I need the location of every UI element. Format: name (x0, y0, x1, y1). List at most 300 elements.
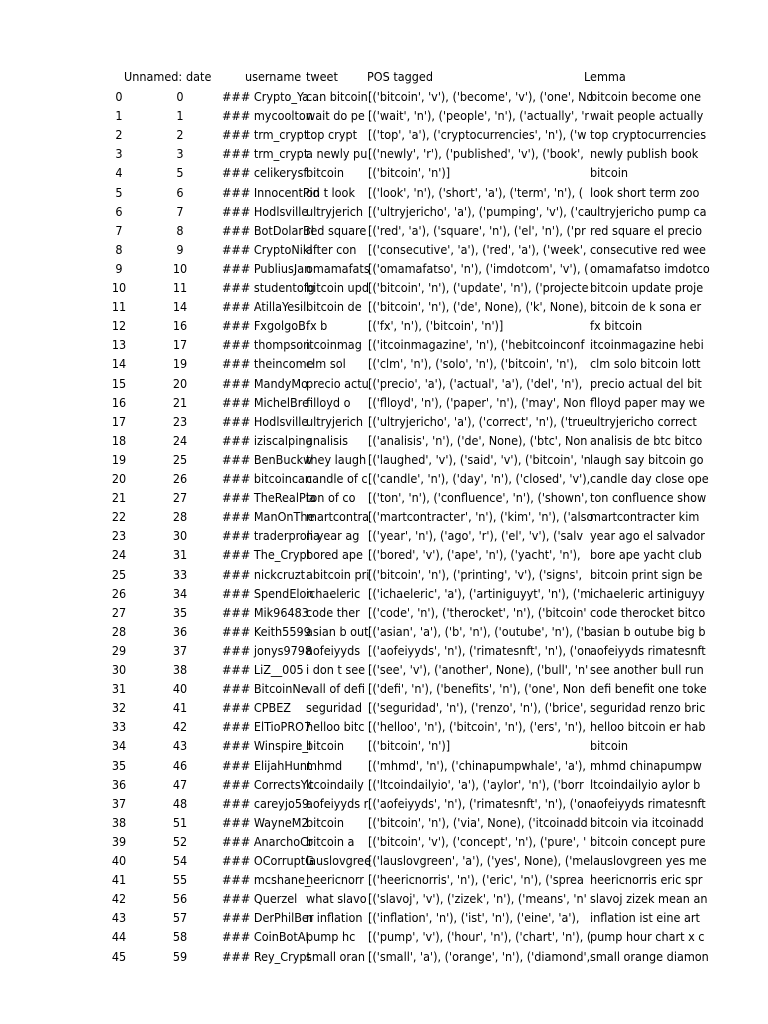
pos-tagged-cell: [('bitcoin', 'n')] (368, 165, 451, 181)
unnamed-cell: 6 (176, 184, 184, 200)
pos-tagged-cell: [('omamafatso', 'n'), ('imdotcom', 'v'), ( (368, 260, 589, 276)
row-index: 36 (111, 776, 127, 792)
unnamed-cell: 47 (172, 776, 188, 792)
tweet-cell: analisis (306, 432, 349, 448)
row-index: 25 (111, 566, 127, 582)
username-cell: ### ElijahHunt (222, 757, 312, 773)
tweet-cell: bitcoin de (306, 299, 362, 315)
username-cell: ### AtillaYesil (222, 299, 307, 315)
unnamed-cell: 46 (172, 757, 188, 773)
unnamed-cell: 35 (172, 604, 188, 620)
table-row (0, 393, 768, 412)
table-row (0, 431, 768, 450)
tweet-cell: ichaeleric (306, 585, 361, 601)
tweet-cell: after con (306, 241, 357, 257)
row-index: 7 (115, 222, 123, 238)
username-cell: ### PubliusJan (222, 260, 312, 276)
lemma-cell: bitcoin via itcoinadd (590, 814, 704, 830)
table-row (0, 316, 768, 335)
pos-tagged-cell: [('analisis', 'n'), ('de', None), ('btc', Non (368, 432, 588, 448)
tweet-cell: what slavo (306, 891, 367, 907)
table-row (0, 908, 768, 927)
table-row (0, 87, 768, 106)
pos-tagged-cell: [('top', 'a'), ('cryptocurrencies', 'n'), ('w (368, 127, 587, 143)
username-cell: ### celikerysf (222, 165, 308, 181)
unnamed-cell: 34 (172, 585, 188, 601)
pos-tagged-cell: [('look', 'n'), ('short', 'a'), ('term', 'n'), ( (368, 184, 584, 200)
lemma-cell: laugh say bitcoin go (590, 451, 704, 467)
table-row (0, 106, 768, 125)
unnamed-cell: 56 (172, 891, 188, 907)
unnamed-cell: 58 (172, 929, 188, 945)
header-lemma: Lemma (584, 69, 626, 84)
lemma-cell: bitcoin update proje (590, 280, 704, 295)
table-row (0, 202, 768, 221)
table-row (0, 335, 768, 354)
username-cell: ### Querzel (222, 891, 298, 907)
pos-tagged-cell: [('seguridad', 'n'), ('renzo', 'n'), ('brice', (368, 700, 587, 716)
username-cell: ### CPBEZ (222, 700, 292, 716)
table-row (0, 870, 768, 889)
tweet-cell: on t look (306, 184, 355, 200)
pos-tagged-cell: [('year', 'n'), ('ago', 'r'), ('el', 'v'), ('salv (368, 528, 584, 544)
tweet-cell: aofeiyyds r (306, 795, 369, 811)
username-cell: ### CryptoNikl (222, 241, 313, 257)
tweet-cell: heericnorr (306, 872, 364, 888)
username-cell: ### jonys9798 (222, 642, 313, 658)
lemma-cell: bitcoin (590, 738, 628, 754)
pos-tagged-cell: [('ultryjericho', 'a'), ('correct', 'n'), ('true (368, 413, 592, 429)
lemma-cell: red square el precio (590, 222, 703, 238)
unnamed-cell: 33 (172, 566, 188, 582)
lemma-cell: aofeiyyds rimatesnft (590, 795, 706, 811)
username-cell: ### MichelBre (222, 394, 310, 410)
unnamed-cell: 52 (172, 833, 188, 849)
unnamed-cell: 11 (172, 280, 188, 295)
username-cell: ### Keith5599 (222, 623, 311, 639)
tweet-cell: n year ag (306, 528, 360, 544)
unnamed-cell: 2 (176, 127, 184, 143)
row-index: 30 (111, 662, 127, 677)
table-row (0, 278, 768, 297)
row-index: 35 (111, 757, 127, 773)
username-cell: ### Mik96483 (222, 604, 309, 620)
username-cell: ### WayneM2 (222, 814, 309, 830)
lemma-cell: martcontracter kim (590, 509, 700, 525)
table-row (0, 163, 768, 182)
unnamed-cell: 48 (172, 795, 188, 811)
tweet-cell: omamafats (306, 260, 370, 276)
lemma-cell: ltcoindailyio aylor b (590, 776, 701, 792)
username-cell: ### mcshane_ (222, 872, 311, 888)
lemma-cell: aofeiyyds rimatesnft (590, 642, 706, 658)
tweet-cell: i don t see (306, 662, 366, 677)
tweet-cell: martcontra (306, 509, 369, 525)
row-index: 26 (111, 585, 127, 601)
lemma-cell: mhmd chinapumpw (590, 757, 702, 773)
table-row (0, 565, 768, 584)
username-cell: ### careyjo59 (222, 795, 310, 811)
row-index: 43 (111, 910, 127, 926)
pos-tagged-cell: [('itcoinmagazine', 'n'), ('hebitcoinconf (368, 337, 585, 353)
row-index: 39 (111, 833, 127, 849)
pos-tagged-cell: [('ultryjericho', 'a'), ('pumping', 'v'), ('ca (368, 203, 591, 219)
unnamed-cell: 7 (176, 203, 184, 219)
row-index: 0 (115, 89, 123, 104)
pos-tagged-cell: [('precio', 'a'), ('actual', 'a'), ('del', 'n'), (368, 375, 583, 391)
tweet-cell: seguridad (306, 700, 362, 716)
table-row (0, 832, 768, 851)
unnamed-cell: 26 (172, 471, 188, 486)
row-index: 11 (111, 299, 127, 315)
lemma-cell: wait people actually (590, 108, 704, 124)
row-index: 9 (115, 260, 123, 276)
table-row (0, 679, 768, 698)
username-cell: ### trm_crypt (222, 127, 309, 143)
unnamed-cell: 37 (172, 642, 188, 658)
row-index: 32 (111, 700, 127, 716)
table-row (0, 545, 768, 564)
username-cell: ### OCorruptG (222, 853, 314, 868)
username-cell: ### BenBuckw (222, 451, 313, 467)
row-index: 23 (111, 528, 127, 544)
username-cell: ### BotDolarBl (222, 222, 314, 238)
lemma-cell: lauslovgreen yes me (590, 853, 707, 868)
row-index: 21 (111, 490, 127, 506)
pos-tagged-cell: [('inflation', 'n'), ('ist', 'n'), ('eine', 'a'), (368, 910, 580, 926)
table-row (0, 641, 768, 660)
username-cell: ### bitcoincan (222, 471, 313, 486)
lemma-cell: consecutive red wee (590, 241, 706, 257)
unnamed-cell: 42 (172, 719, 188, 735)
tweet-cell: vall of defi (306, 681, 365, 697)
pos-tagged-cell: [('red', 'a'), ('square', 'n'), ('el', 'n'), ('pr (368, 222, 586, 238)
tweet-cell: bored ape (306, 547, 363, 563)
tweet-cell: lauslovgree (306, 853, 371, 868)
pos-tagged-cell: [('candle', 'n'), ('day', 'n'), ('closed', 'v'), (368, 471, 591, 486)
lemma-cell: ultryjericho correct (590, 413, 697, 429)
pos-tagged-cell: [('consecutive', 'a'), ('red', 'a'), ('week', (368, 241, 587, 257)
tweet-cell: wait do pe (306, 108, 365, 124)
unnamed-cell: 1 (176, 108, 184, 124)
username-cell: ### Rey_Crypt (222, 948, 311, 964)
unnamed-cell: 10 (172, 260, 188, 276)
tweet-cell: they laugh (306, 451, 367, 467)
unnamed-cell: 21 (172, 394, 188, 410)
row-index: 38 (111, 814, 127, 830)
row-index: 17 (111, 413, 127, 429)
header-username: username (245, 69, 302, 84)
username-cell: ### Crypto_Ya (222, 89, 310, 104)
table-row (0, 756, 768, 775)
table-row (0, 183, 768, 202)
tweet-cell: filloyd o (306, 394, 351, 410)
pos-tagged-cell: [('slavoj', 'v'), ('zizek', 'n'), ('means', 'n' (368, 891, 587, 907)
unnamed-cell: 17 (172, 337, 188, 353)
row-index: 2 (115, 127, 123, 143)
row-index: 27 (111, 604, 127, 620)
unnamed-cell: 36 (172, 623, 188, 639)
unnamed-cell: 8 (176, 222, 184, 238)
pos-tagged-cell: [('laughed', 'v'), ('said', 'v'), ('bitcoin', 'n (368, 451, 591, 467)
table-row (0, 851, 768, 870)
lemma-cell: clm solo bitcoin lott (590, 356, 701, 372)
username-cell: ### Hodlsville (222, 203, 309, 219)
lemma-cell: pump hour chart x c (590, 929, 705, 945)
tweet-cell: pump hc (306, 929, 356, 945)
username-cell: ### ElTioPRO7 (222, 719, 312, 735)
tweet-cell: itcoinmag (306, 337, 362, 353)
username-cell: ### CorrectsYc (222, 776, 314, 792)
tweet-cell: mhmd (306, 757, 343, 773)
unnamed-cell: 28 (172, 509, 188, 525)
row-index: 22 (111, 509, 127, 525)
table-row (0, 526, 768, 545)
lemma-cell: slavoj zizek mean an (590, 891, 708, 907)
table-row (0, 603, 768, 622)
table-row (0, 889, 768, 908)
pos-tagged-cell: [('helloo', 'n'), ('bitcoin', 'n'), ('ers', 'n'), (368, 719, 586, 735)
pos-tagged-cell: [('aofeiyyds', 'n'), ('rimatesnft', 'n'), ('on (368, 642, 592, 658)
row-index: 6 (115, 203, 123, 219)
username-cell: ### trm_crypt (222, 146, 309, 162)
tweet-cell: can bitcoin (306, 89, 368, 104)
username-cell: ### ManOnThe (222, 509, 315, 525)
pos-tagged-cell: [('asian', 'a'), ('b', 'n'), ('outube', 'n'), ('b (368, 623, 592, 639)
unnamed-cell: 55 (172, 872, 188, 888)
pos-tagged-cell: [('bitcoin', 'n'), ('via', None), ('itcoinadd (368, 814, 588, 830)
pos-tagged-cell: [('bitcoin', 'v'), ('concept', 'n'), ('pure', ' (368, 833, 587, 849)
pos-tagged-cell: [('newly', 'r'), ('published', 'v'), ('book', (368, 146, 584, 162)
lemma-cell: ultryjericho pump ca (590, 203, 707, 219)
header-tweet: tweet (306, 69, 338, 84)
pos-tagged-cell: [('clm', 'n'), ('solo', 'n'), ('bitcoin', 'n'), (368, 356, 578, 372)
table-row (0, 794, 768, 813)
row-index: 15 (111, 375, 127, 391)
tweet-cell: precio actu (306, 375, 369, 391)
table-row (0, 736, 768, 755)
unnamed-cell: 16 (172, 318, 188, 334)
tweet-cell: fx b (306, 318, 328, 334)
tweet-cell: ltcoindaily (306, 776, 364, 792)
tweet-cell: ultryjerich (306, 413, 364, 429)
lemma-cell: asian b outube big b (590, 623, 706, 639)
lemma-cell: flloyd paper may we (590, 394, 705, 410)
lemma-cell: look short term zoo (590, 184, 700, 200)
username-cell: ### nickcruzt (222, 566, 306, 582)
row-index: 10 (111, 280, 127, 295)
unnamed-cell: 41 (172, 700, 188, 716)
unnamed-cell: 20 (172, 375, 188, 391)
username-cell: ### CoinBotAI (222, 929, 309, 945)
pos-tagged-cell: [('pump', 'v'), ('hour', 'n'), ('chart', 'n'), ( (368, 929, 592, 945)
username-cell: ### Winspire_I (222, 738, 312, 754)
unnamed-cell: 54 (172, 853, 188, 868)
row-index: 19 (111, 451, 127, 467)
unnamed-cell: 24 (172, 432, 188, 448)
row-index: 3 (115, 146, 123, 162)
username-cell: ### BitcoinNe (222, 681, 308, 697)
table-row (0, 450, 768, 469)
username-cell: ### traderprolia (222, 528, 320, 544)
row-index: 12 (111, 318, 127, 334)
row-index: 31 (111, 681, 127, 697)
table-row (0, 240, 768, 259)
username-cell: ### thompson (222, 337, 311, 353)
row-index: 29 (111, 642, 127, 658)
unnamed-cell: 25 (172, 451, 188, 467)
table-row (0, 297, 768, 316)
unnamed-cell: 19 (172, 356, 188, 372)
row-index: 37 (111, 795, 127, 811)
tweet-cell: abitcoin pri (306, 566, 370, 582)
unnamed-cell: 59 (172, 948, 188, 964)
pos-tagged-cell: [('bored', 'v'), ('ape', 'n'), ('yacht', 'n'), (368, 547, 581, 563)
header-pos-tagged: POS tagged (367, 69, 433, 84)
unnamed-cell: 31 (172, 547, 188, 563)
lemma-cell: see another bull run (590, 662, 704, 677)
unnamed-cell: 0 (176, 89, 184, 104)
lemma-cell: ton confluence show (590, 490, 707, 506)
username-cell: ### TheRealPla (222, 490, 316, 506)
unnamed-cell: 3 (176, 146, 184, 162)
row-index: 5 (115, 184, 123, 200)
pos-tagged-cell: [('bitcoin', 'n')] (368, 738, 451, 754)
pos-tagged-cell: [('defi', 'n'), ('benefits', 'n'), ('one', Non (368, 681, 586, 697)
tweet-cell: bitcoin (306, 165, 344, 181)
pos-tagged-cell: [('lauslovgreen', 'a'), ('yes', None), ('me (368, 853, 591, 868)
unnamed-cell: 57 (172, 910, 188, 926)
pos-tagged-cell: [('wait', 'n'), ('people', 'n'), ('actually', 'r (368, 108, 590, 124)
table-row (0, 469, 768, 488)
pos-tagged-cell: [('aofeiyyds', 'n'), ('rimatesnft', 'n'), ('on (368, 795, 592, 811)
username-cell: ### mycoolton (222, 108, 313, 124)
unnamed-cell: 14 (172, 299, 188, 315)
tweet-cell: code ther (306, 604, 360, 620)
pos-tagged-cell: [('ltcoindailyio', 'a'), ('aylor', 'n'), ('borr (368, 776, 584, 792)
table-row (0, 374, 768, 393)
pos-tagged-cell: [('see', 'v'), ('another', None), ('bull', 'n' (368, 662, 589, 677)
row-index: 24 (111, 547, 127, 563)
username-cell: ### FxgolgoB (222, 318, 306, 334)
lemma-cell: helloo bitcoin er hab (590, 719, 706, 735)
table-row (0, 412, 768, 431)
pos-tagged-cell: [('bitcoin', 'v'), ('become', 'v'), ('one', No (368, 89, 594, 104)
row-index: 1 (115, 108, 123, 124)
unnamed-cell: 23 (172, 413, 188, 429)
table-row (0, 259, 768, 278)
lemma-cell: bitcoin become one (590, 89, 702, 104)
lemma-cell: seguridad renzo bric (590, 700, 706, 716)
row-index: 28 (111, 623, 127, 639)
tweet-cell: bitcoin a (306, 833, 355, 849)
username-cell: ### MandyMo (222, 375, 308, 391)
username-cell: ### SpendElon (222, 585, 314, 601)
row-index: 33 (111, 719, 127, 735)
lemma-cell: analisis de btc bitco (590, 432, 703, 448)
table-row (0, 717, 768, 736)
pos-tagged-cell: [('fx', 'n'), ('bitcoin', 'n')] (368, 318, 504, 334)
table-row (0, 144, 768, 163)
lemma-cell: precio actual del bit (590, 375, 702, 391)
table-row (0, 584, 768, 603)
row-index: 18 (111, 432, 127, 448)
tweet-cell: clm sol (306, 356, 346, 372)
table-row (0, 354, 768, 373)
unnamed-cell: 51 (172, 814, 188, 830)
pos-tagged-cell: [('small', 'a'), ('orange', 'n'), ('diamond', (368, 948, 591, 964)
lemma-cell: candle day close ope (590, 471, 709, 486)
table-row (0, 698, 768, 717)
username-cell: ### LiZ__005 (222, 662, 304, 677)
tweet-cell: bitcoin (306, 814, 344, 830)
pos-tagged-cell: [('bitcoin', 'n'), ('printing', 'v'), ('signs', (368, 566, 583, 582)
table-row (0, 488, 768, 507)
tweet-cell: n inflation (306, 910, 363, 926)
lemma-cell: fx bitcoin (590, 318, 643, 334)
tweet-cell: bitcoin (306, 738, 344, 754)
pos-tagged-cell: [('heericnorris', 'n'), ('eric', 'n'), ('sprea (368, 872, 584, 888)
unnamed-cell: 9 (176, 241, 184, 257)
lemma-cell: ichaeleric artiniguyy (590, 585, 705, 601)
unnamed-cell: 30 (172, 528, 188, 544)
row-index: 13 (111, 337, 127, 353)
row-index: 40 (111, 853, 127, 868)
lemma-cell: small orange diamon (590, 948, 709, 964)
pos-tagged-cell: [('martcontracter', 'n'), ('kim', 'n'), ('also (368, 509, 594, 525)
username-cell: ### iziscalping (222, 432, 313, 448)
tweet-cell: candle of c (306, 471, 368, 486)
lemma-cell: bore ape yacht club (590, 547, 702, 563)
tweet-cell: ton of co (306, 490, 356, 506)
unnamed-cell: 27 (172, 490, 188, 506)
tweet-cell: aofeiyyds (306, 642, 361, 658)
lemma-cell: year ago el salvador (590, 528, 705, 544)
header-unnamed: Unnamed: (124, 69, 183, 84)
lemma-cell: omamafatso imdotco (590, 260, 710, 276)
tweet-cell: red square (306, 222, 367, 238)
lemma-cell: code therocket bitco (590, 604, 706, 620)
header-row (0, 67, 768, 86)
username-cell: ### The_Crypt (222, 547, 312, 563)
table-row (0, 660, 768, 679)
lemma-cell: heericnorris eric spr (590, 872, 703, 888)
lemma-cell: inflation ist eine art (590, 910, 700, 926)
row-index: 42 (111, 891, 127, 907)
table-row (0, 813, 768, 832)
row-index: 44 (111, 929, 127, 945)
pos-tagged-cell: [('flloyd', 'n'), ('paper', 'n'), ('may', Non (368, 394, 586, 410)
tweet-cell: helloo bitc (306, 719, 365, 735)
lemma-cell: bitcoin print sign be (590, 566, 703, 582)
table-row (0, 221, 768, 240)
pos-tagged-cell: [('mhmd', 'n'), ('chinapumpwhale', 'a'), (368, 757, 586, 773)
tweet-cell: ultryjerich (306, 203, 364, 219)
table-row (0, 125, 768, 144)
username-cell: ### AnarchoCr (222, 833, 313, 849)
row-index: 34 (111, 738, 127, 754)
row-index: 8 (115, 241, 123, 257)
row-index: 4 (115, 165, 123, 181)
table-row (0, 622, 768, 641)
row-index: 14 (111, 356, 127, 372)
header-date: date (186, 69, 212, 84)
row-index: 45 (111, 948, 127, 964)
table-row (0, 775, 768, 794)
username-cell: ### theincome (222, 356, 314, 372)
lemma-cell: itcoinmagazine hebi (590, 337, 704, 353)
pos-tagged-cell: [('ton', 'n'), ('confluence', 'n'), ('shown', (368, 490, 588, 506)
